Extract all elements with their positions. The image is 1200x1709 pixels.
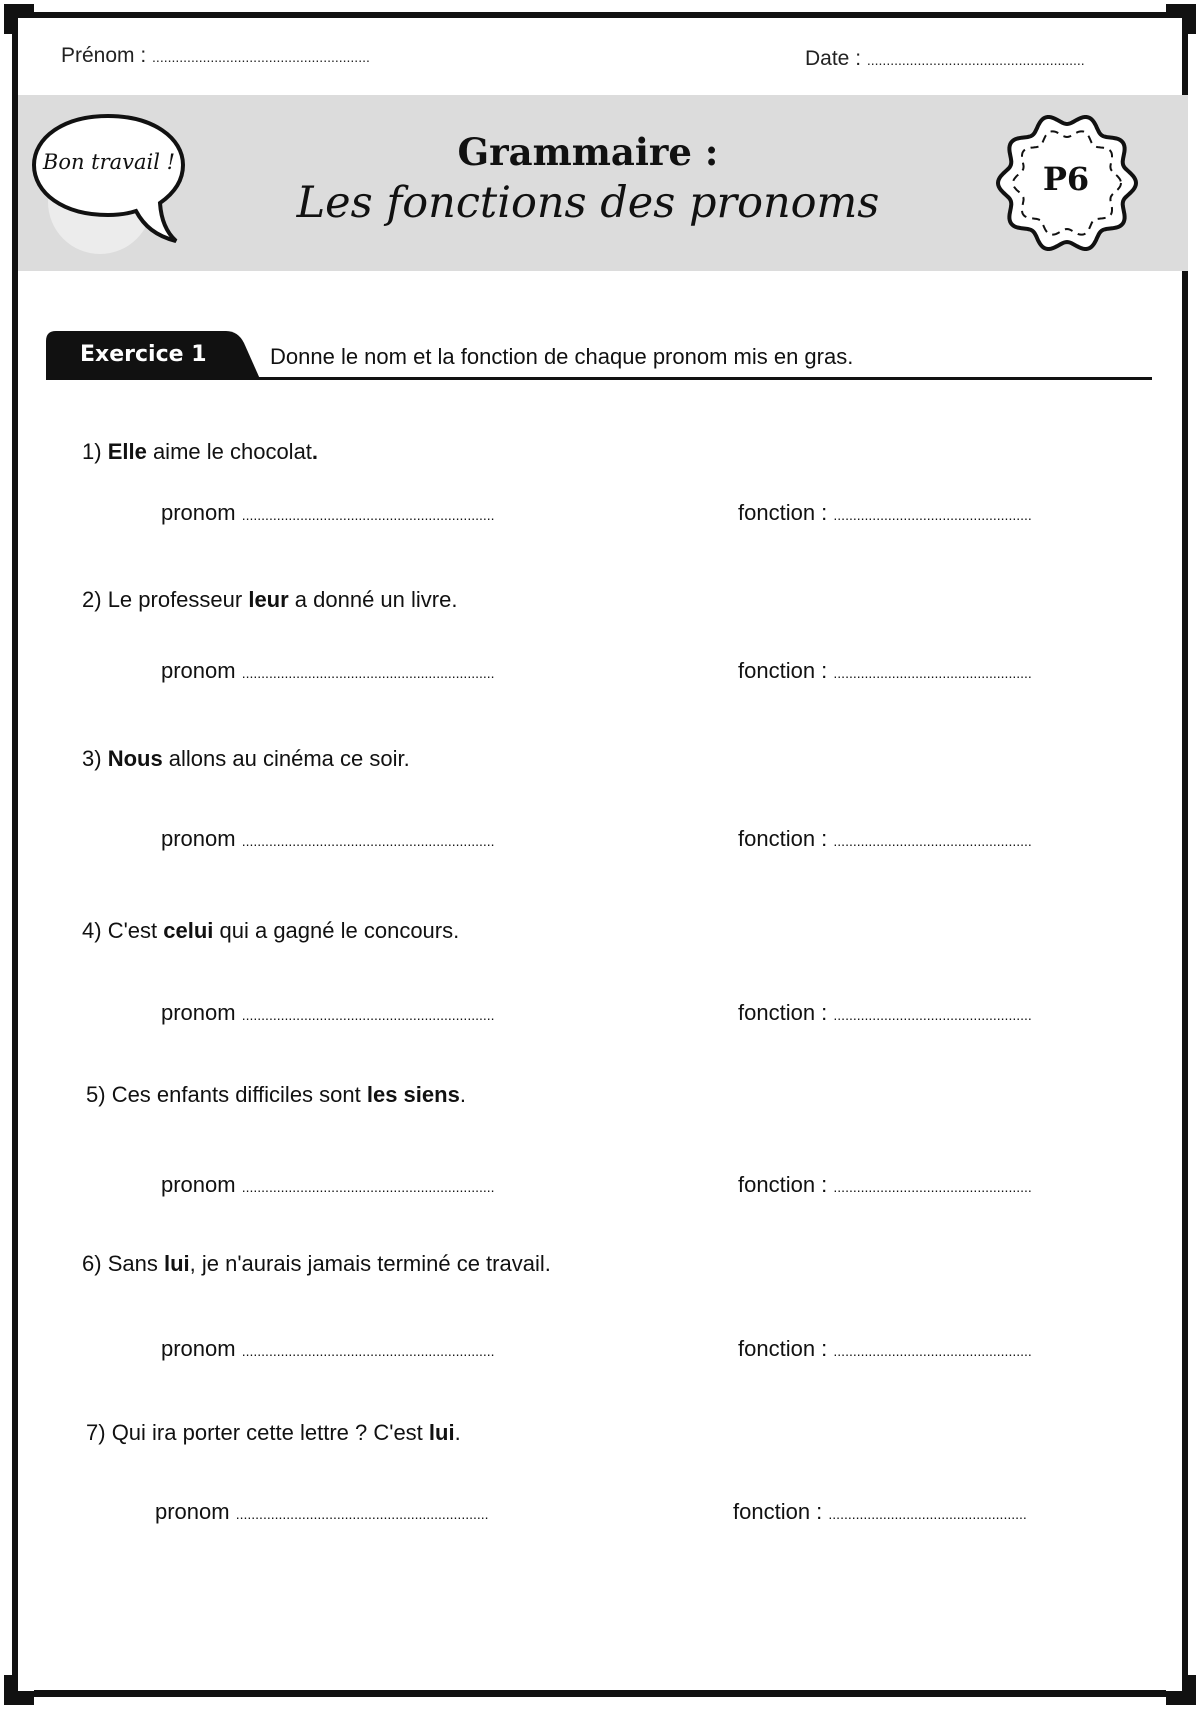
- page-subtitle: Les fonctions des pronoms: [296, 178, 880, 228]
- fonction-answer-2[interactable]: [738, 658, 1032, 684]
- question-3: [82, 746, 410, 772]
- fonction-dots: ...................................................: [833, 1179, 1032, 1195]
- question-text-before: C'est: [107, 918, 164, 943]
- question-1: [82, 439, 318, 465]
- pronom-dots: .................................................................: [241, 833, 495, 849]
- pronom-answer-5[interactable]: [161, 1172, 495, 1198]
- fonction-label: fonction :: [738, 826, 828, 851]
- pronom-label: pronom: [161, 1336, 236, 1361]
- question-text-after: , je n'aurais jamais terminé ce travail.: [189, 1251, 551, 1276]
- question-pronoun-bold: celui: [163, 918, 214, 943]
- fonction-dots: ...................................................: [833, 665, 1032, 681]
- question-7: [86, 1420, 461, 1446]
- fonction-label: fonction :: [738, 658, 828, 683]
- question-4: [82, 918, 459, 944]
- fonction-dots: ...................................................: [828, 1506, 1027, 1522]
- fonction-answer-4[interactable]: [738, 1000, 1032, 1026]
- fonction-answer-3[interactable]: [738, 826, 1032, 852]
- badge-label: P6: [1042, 160, 1090, 198]
- pronom-answer-7[interactable]: [155, 1499, 489, 1525]
- question-text-after: allons au cinéma ce soir.: [162, 746, 410, 771]
- pronom-dots: .................................................................: [241, 507, 495, 523]
- fonction-answer-7[interactable]: [733, 1499, 1027, 1525]
- question-number: 2): [82, 587, 102, 612]
- exercise-label: Exercice 1: [80, 342, 207, 367]
- corner-ornament-top-left: [4, 4, 34, 34]
- question-end: .: [311, 439, 319, 464]
- fonction-answer-5[interactable]: [738, 1172, 1032, 1198]
- pronom-dots: .................................................................: [241, 1007, 495, 1023]
- pronom-answer-2[interactable]: [161, 658, 495, 684]
- corner-ornament-bottom-right: [1166, 1675, 1196, 1705]
- question-pronoun-bold: les siens: [366, 1082, 460, 1107]
- pronom-answer-3[interactable]: [161, 826, 495, 852]
- prenom-field[interactable]: [61, 44, 370, 68]
- corner-ornament-top-right: [1166, 4, 1196, 34]
- question-5: [86, 1082, 466, 1108]
- question-text-after: .: [454, 1420, 461, 1445]
- question-text-before: Le professeur: [107, 587, 249, 612]
- fonction-answer-6[interactable]: [738, 1336, 1032, 1362]
- pronom-label: pronom: [161, 658, 236, 683]
- pronom-dots: .................................................................: [241, 1179, 495, 1195]
- fonction-label: fonction :: [738, 1000, 828, 1025]
- question-text-after: .: [459, 1082, 466, 1107]
- question-number: 1): [82, 439, 102, 464]
- question-text-after: qui a gagné le concours.: [213, 918, 460, 943]
- question-2: [82, 587, 457, 613]
- pronom-label: pronom: [161, 1000, 236, 1025]
- question-number: 5): [86, 1082, 106, 1107]
- fonction-label: fonction :: [738, 1172, 828, 1197]
- question-pronoun-bold: Elle: [107, 439, 147, 464]
- question-text-before: Qui ira porter cette lettre ? C'est: [111, 1420, 429, 1445]
- question-pronoun-bold: Nous: [107, 746, 163, 771]
- date-field[interactable]: [805, 47, 1085, 71]
- pronom-answer-4[interactable]: [161, 1000, 495, 1026]
- date-dots: ........................................................: [866, 52, 1085, 68]
- pronom-dots: .................................................................: [241, 665, 495, 681]
- question-number: 6): [82, 1251, 102, 1276]
- question-6: [82, 1251, 551, 1277]
- pronom-label: pronom: [161, 500, 236, 525]
- question-pronoun-bold: leur: [248, 587, 289, 612]
- question-number: 4): [82, 918, 102, 943]
- exercise-instruction: Donne le nom et la fonction de chaque pronom mis en gras.: [270, 344, 854, 369]
- pronom-dots: .................................................................: [235, 1506, 489, 1522]
- pronom-answer-6[interactable]: [161, 1336, 495, 1362]
- question-text-after: aime le chocolat: [146, 439, 312, 464]
- date-label: Date :: [805, 47, 862, 70]
- pronom-answer-1[interactable]: [161, 500, 495, 526]
- question-number: 3): [82, 746, 102, 771]
- fonction-dots: ...................................................: [833, 507, 1032, 523]
- fonction-label: fonction :: [738, 500, 828, 525]
- fonction-answer-1[interactable]: [738, 500, 1032, 526]
- pronom-label: pronom: [161, 1172, 236, 1197]
- fonction-label: fonction :: [733, 1499, 823, 1524]
- page-title: Grammaire :: [457, 130, 719, 174]
- corner-ornament-bottom-left: [4, 1675, 34, 1705]
- pronom-label: pronom: [161, 826, 236, 851]
- pronom-dots: .................................................................: [241, 1343, 495, 1359]
- speech-bubble-text: Bon travail !: [42, 150, 176, 174]
- question-pronoun-bold: lui: [428, 1420, 455, 1445]
- fonction-label: fonction :: [738, 1336, 828, 1361]
- question-text-after: a donné un livre.: [288, 587, 458, 612]
- question-text-before: Sans: [107, 1251, 164, 1276]
- pronom-label: pronom: [155, 1499, 230, 1524]
- question-pronoun-bold: lui: [163, 1251, 190, 1276]
- fonction-dots: ...................................................: [833, 1007, 1032, 1023]
- fonction-dots: ...................................................: [833, 833, 1032, 849]
- prenom-dots: ........................................................: [152, 49, 370, 65]
- fonction-dots: ...................................................: [833, 1343, 1032, 1359]
- question-text-before: Ces enfants difficiles sont: [111, 1082, 367, 1107]
- question-number: 7): [86, 1420, 106, 1445]
- exercise-underline: [46, 377, 1152, 380]
- prenom-label: Prénom :: [61, 44, 147, 67]
